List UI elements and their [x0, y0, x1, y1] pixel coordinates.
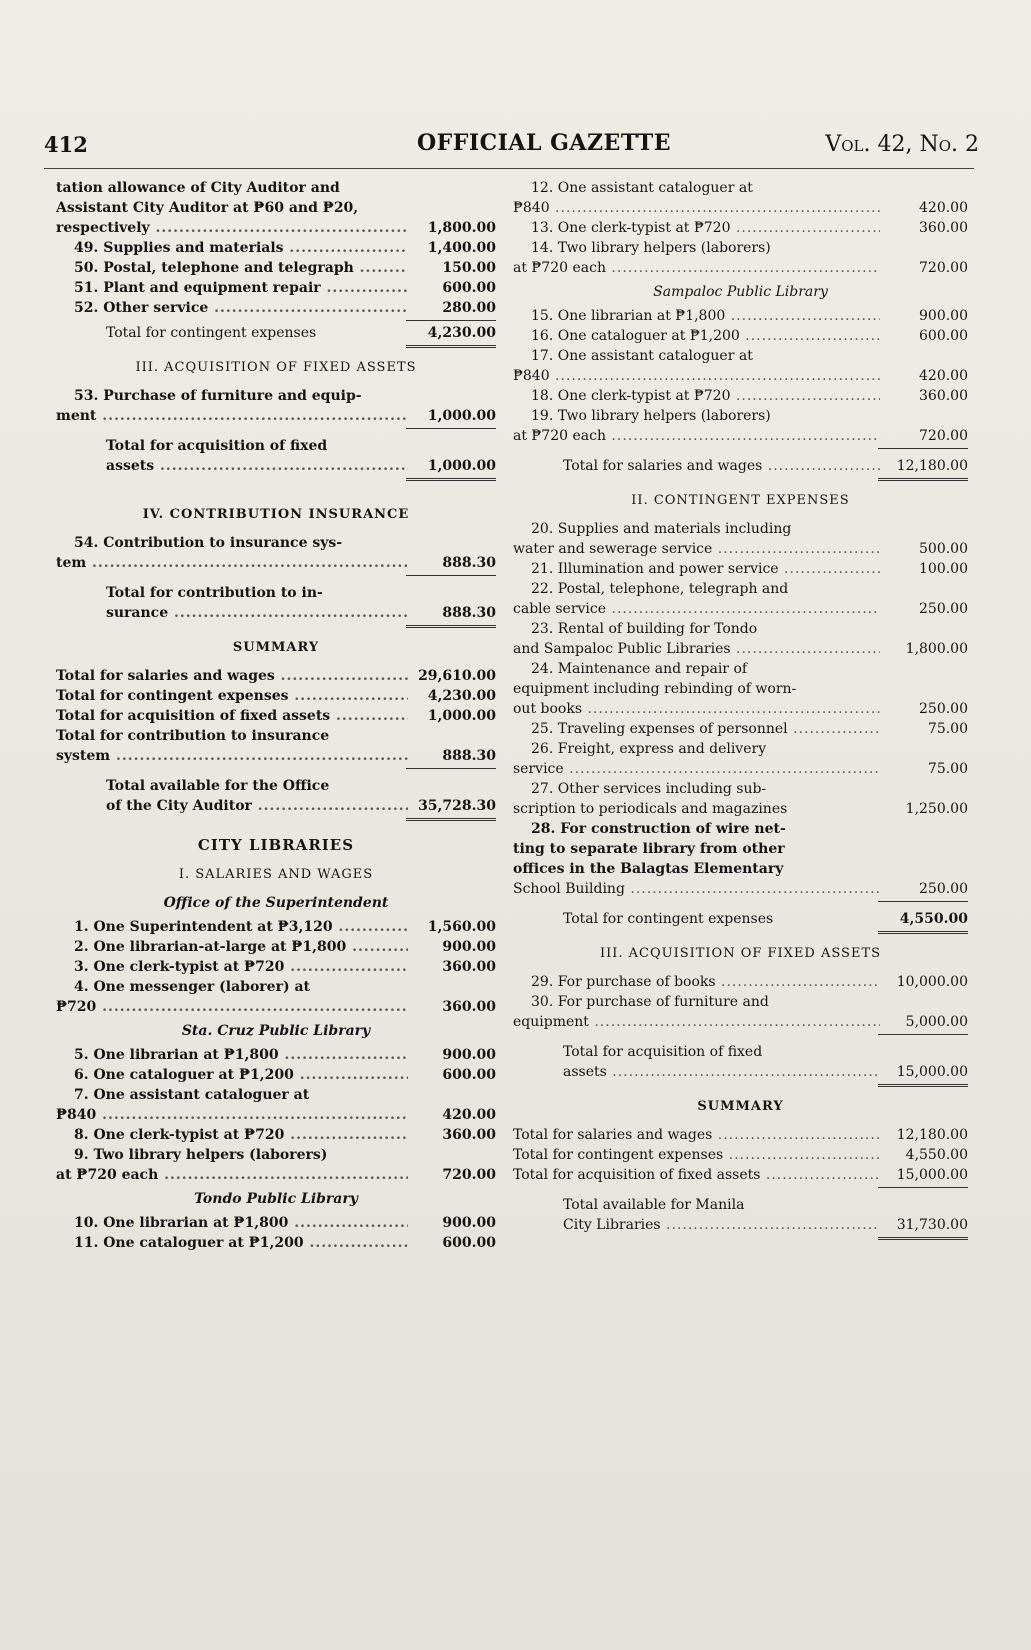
- line-text: 15. One librarian at ₱1,800 .....: [513, 306, 880, 326]
- total-line: [513, 1062, 968, 1082]
- line-text: ₱840 .....: [513, 198, 880, 218]
- budget-line: [56, 1085, 496, 1105]
- line-amount: 4,230.00: [427, 688, 496, 704]
- line-text: equipment including rebinding of worn-: [513, 681, 797, 697]
- line-text: 29. For purchase of books .....: [513, 972, 880, 992]
- budget-line: [513, 819, 968, 839]
- line-text: scription to periodicals and magazines: [513, 801, 788, 817]
- budget-line: [56, 1105, 496, 1125]
- line-text: 54. Contribution to insurance sys-: [74, 535, 343, 551]
- budget-line: [56, 238, 496, 258]
- subsection-heading: Tondo Public Library: [194, 1191, 358, 1207]
- budget-line: [513, 992, 968, 1012]
- budget-line: [513, 1012, 968, 1032]
- budget-line: [513, 258, 968, 278]
- total-line: [56, 796, 496, 816]
- summary-line: [513, 1145, 968, 1165]
- budget-line: [56, 406, 496, 426]
- budget-line: [513, 579, 968, 599]
- line-text: 18. One clerk-typist at ₱720 .....: [513, 386, 880, 406]
- total-line: [513, 1195, 968, 1215]
- sum-rule: [406, 320, 496, 321]
- budget-line: [513, 346, 968, 366]
- budget-line: [513, 779, 968, 799]
- line-amount: 360.00: [442, 1127, 496, 1143]
- line-amount: 900.00: [442, 939, 496, 955]
- budget-line: [513, 699, 968, 719]
- line-text: Assistant City Auditor at ₱60 and ₱20,: [56, 200, 359, 216]
- line-text: at ₱720 each .....: [513, 426, 880, 446]
- double-rule: [878, 931, 968, 934]
- budget-line: [56, 1145, 496, 1165]
- line-text: Total available for Manila: [563, 1197, 745, 1213]
- line-text: Total for contribution to insurance: [56, 728, 330, 744]
- budget-line: [56, 997, 496, 1017]
- section-heading: IV. CONTRIBUTION INSURANCE: [142, 507, 410, 522]
- line-amount: 1,250.00: [905, 801, 968, 817]
- sum-rule: [406, 768, 496, 769]
- line-amount: 420.00: [919, 368, 968, 384]
- line-amount: 250.00: [919, 881, 968, 897]
- line-text: cable service .....: [513, 599, 880, 619]
- line-text: offices in the Balagtas Elementary: [513, 861, 784, 877]
- line-text: 11. One cataloguer at ₱1,200 .....: [56, 1233, 408, 1253]
- line-text: 23. Rental of building for Tondo: [531, 621, 758, 637]
- line-text: tem .....: [56, 553, 408, 573]
- line-text: 51. Plant and equipment repair .....: [56, 278, 408, 298]
- budget-line: [513, 839, 968, 859]
- budget-line: [513, 879, 968, 899]
- budget-line: [513, 859, 968, 879]
- line-text: 9. Two library helpers (laborers): [74, 1147, 328, 1163]
- line-amount: 5,000.00: [905, 1014, 968, 1030]
- line-amount: 360.00: [442, 999, 496, 1015]
- budget-line: [513, 238, 968, 258]
- budget-line: [513, 719, 968, 739]
- sum-rule: [406, 428, 496, 429]
- section-heading: III. ACQUISITION OF FIXED ASSETS: [599, 946, 882, 961]
- budget-line: [513, 326, 968, 346]
- line-text: water and sewerage service .....: [513, 539, 880, 559]
- section-heading: II. CONTINGENT EXPENSES: [631, 493, 850, 508]
- budget-line: [513, 619, 968, 639]
- line-text: surance .....: [56, 603, 408, 623]
- line-amount: 35,728.30: [418, 798, 496, 814]
- budget-line: [513, 366, 968, 386]
- budget-line: [56, 198, 496, 218]
- line-text: out books .....: [513, 699, 880, 719]
- line-text: 53. Purchase of furniture and equip-: [74, 388, 362, 404]
- left-column: [56, 178, 496, 1253]
- line-amount: 1,400.00: [427, 240, 496, 256]
- line-text: 10. One librarian at ₱1,800 .....: [56, 1213, 408, 1233]
- budget-line: [513, 799, 968, 819]
- budget-line: [56, 386, 496, 406]
- line-text: City Libraries .....: [513, 1215, 880, 1235]
- budget-line: [56, 1233, 496, 1253]
- line-text: ₱720 .....: [56, 997, 408, 1017]
- line-amount: 1,800.00: [905, 641, 968, 657]
- double-rule: [878, 478, 968, 481]
- line-text: 2. One librarian-at-large at ₱1,800 .....: [56, 937, 408, 957]
- line-text: 24. Maintenance and repair of: [531, 661, 748, 677]
- summary-line: [56, 746, 496, 766]
- sum-rule: [878, 1187, 968, 1188]
- summary-heading: SUMMARY: [697, 1099, 784, 1114]
- line-text: Total for contingent expenses .....: [513, 1145, 880, 1165]
- line-text: 28. For construction of wire net-: [531, 821, 786, 837]
- total-line: [56, 603, 496, 623]
- line-text: Total for salaries and wages .....: [513, 456, 880, 476]
- sum-rule: [878, 1034, 968, 1035]
- line-text: 4. One messenger (laborer) at: [74, 979, 310, 995]
- line-amount: 12,180.00: [896, 1127, 968, 1143]
- line-amount: 888.30: [442, 605, 496, 621]
- line-text: respectively .....: [56, 218, 408, 238]
- summary-line: [56, 686, 496, 706]
- journal-title: OFFICIAL GAZETTE: [416, 130, 672, 156]
- line-text: Total for acquisition of fixed: [563, 1044, 763, 1060]
- line-text: Total for contingent expenses: [106, 325, 317, 341]
- total-line: [56, 436, 496, 456]
- total-line: [513, 1215, 968, 1235]
- budget-line: [513, 426, 968, 446]
- line-amount: 360.00: [919, 220, 968, 236]
- subsection-heading: Office of the Superintendent: [163, 895, 389, 911]
- line-amount: 250.00: [919, 701, 968, 717]
- line-text: 26. Freight, express and delivery: [531, 741, 767, 757]
- line-amount: 600.00: [442, 280, 496, 296]
- line-text: ₱840 .....: [56, 1105, 408, 1125]
- line-text: ment .....: [56, 406, 408, 426]
- right-column: [513, 178, 968, 1244]
- line-amount: 900.00: [442, 1215, 496, 1231]
- line-text: 21. Illumination and power service .....: [513, 559, 880, 579]
- line-text: 30. For purchase of furniture and: [531, 994, 769, 1010]
- line-text: 12. One assistant cataloguer at: [531, 180, 753, 196]
- line-text: service .....: [513, 759, 880, 779]
- total-line: [56, 456, 496, 476]
- line-amount: 4,550.00: [899, 911, 968, 927]
- budget-line: [56, 1065, 496, 1085]
- line-amount: 1,000.00: [427, 458, 496, 474]
- line-text: 3. One clerk-typist at ₱720 .....: [56, 957, 408, 977]
- budget-line: [513, 406, 968, 426]
- budget-line: [56, 553, 496, 573]
- sum-rule: [878, 901, 968, 902]
- line-amount: 4,550.00: [905, 1147, 968, 1163]
- line-amount: 1,000.00: [427, 408, 496, 424]
- double-rule: [406, 818, 496, 821]
- line-text: 13. One clerk-typist at ₱720 .....: [513, 218, 880, 238]
- line-text: Total for acquisition of fixed: [106, 438, 328, 454]
- budget-line: [56, 1125, 496, 1145]
- summary-heading: SUMMARY: [232, 640, 320, 655]
- line-text: assets .....: [513, 1062, 880, 1082]
- line-text: Total for acquisition of fixed assets .....: [56, 706, 408, 726]
- budget-line: [513, 218, 968, 238]
- line-amount: 250.00: [919, 601, 968, 617]
- subsection-heading: Sta. Cruz Public Library: [181, 1023, 371, 1039]
- budget-line: [56, 957, 496, 977]
- double-rule: [406, 345, 496, 348]
- section-heading: III. ACQUISITION OF FIXED ASSETS: [135, 360, 417, 375]
- budget-line: [56, 937, 496, 957]
- line-amount: 420.00: [919, 200, 968, 216]
- double-rule: [878, 1084, 968, 1087]
- line-amount: 600.00: [919, 328, 968, 344]
- line-text: 14. Two library helpers (laborers): [531, 240, 771, 256]
- sum-rule: [878, 448, 968, 449]
- line-text: Total available for the Office: [106, 778, 330, 794]
- budget-line: [513, 539, 968, 559]
- budget-line: [513, 759, 968, 779]
- budget-line: [513, 178, 968, 198]
- double-rule: [878, 1237, 968, 1240]
- line-amount: 75.00: [927, 721, 968, 737]
- line-text: 5. One librarian at ₱1,800 .....: [56, 1045, 408, 1065]
- page-number: 412: [44, 132, 88, 157]
- line-amount: 15,000.00: [896, 1064, 968, 1080]
- line-amount: 280.00: [442, 300, 496, 316]
- line-amount: 1,000.00: [427, 708, 496, 724]
- total-line: [56, 583, 496, 603]
- budget-line: [56, 278, 496, 298]
- total-line: [513, 456, 968, 476]
- summary-line: [513, 1125, 968, 1145]
- line-text: 8. One clerk-typist at ₱720 .....: [56, 1125, 408, 1145]
- double-rule: [406, 625, 496, 628]
- budget-line: [513, 739, 968, 759]
- line-amount: 500.00: [919, 541, 968, 557]
- budget-line: [513, 679, 968, 699]
- double-rule: [406, 478, 496, 481]
- line-text: 25. Traveling expenses of personnel .....: [513, 719, 880, 739]
- budget-line: [56, 977, 496, 997]
- line-amount: 720.00: [919, 428, 968, 444]
- budget-line: [513, 972, 968, 992]
- line-text: equipment .....: [513, 1012, 880, 1032]
- line-text: School Building .....: [513, 879, 880, 899]
- line-text: system .....: [56, 746, 408, 766]
- budget-line: [513, 639, 968, 659]
- line-text: 6. One cataloguer at ₱1,200 .....: [56, 1065, 408, 1085]
- subsection-heading: Sampaloc Public Library: [653, 284, 828, 300]
- line-text: ting to separate library from other: [513, 841, 785, 857]
- line-amount: 15,000.00: [896, 1167, 968, 1183]
- line-text: ₱840 .....: [513, 366, 880, 386]
- line-text: at ₱720 each .....: [56, 1165, 408, 1185]
- budget-line: [56, 1165, 496, 1185]
- line-amount: 31,730.00: [896, 1217, 968, 1233]
- line-text: 7. One assistant cataloguer at: [74, 1087, 310, 1103]
- budget-line: [56, 1213, 496, 1233]
- city-libraries-heading: CITY LIBRARIES: [197, 836, 355, 854]
- budget-line: [513, 519, 968, 539]
- budget-line: [56, 218, 496, 238]
- budget-line: [513, 659, 968, 679]
- line-text: 27. Other services including sub-: [531, 781, 767, 797]
- summary-line: [56, 666, 496, 686]
- line-text: Total for contingent expenses: [563, 911, 774, 927]
- summary-line: [56, 706, 496, 726]
- budget-line: [56, 298, 496, 318]
- line-amount: 720.00: [442, 1167, 496, 1183]
- line-text: at ₱720 each .....: [513, 258, 880, 278]
- budget-line: [513, 386, 968, 406]
- line-text: Total for salaries and wages .....: [513, 1125, 880, 1145]
- budget-line: [56, 917, 496, 937]
- line-amount: 12,180.00: [896, 458, 968, 474]
- line-text: 19. Two library helpers (laborers): [531, 408, 771, 424]
- line-text: and Sampaloc Public Libraries .....: [513, 639, 880, 659]
- header-rule: [44, 168, 974, 169]
- line-text: Total for contingent expenses .....: [56, 686, 408, 706]
- page-header: [44, 128, 979, 164]
- line-text: Total for contribution to in-: [106, 585, 323, 601]
- line-amount: 900.00: [919, 308, 968, 324]
- line-amount: 150.00: [442, 260, 496, 276]
- budget-line: [56, 178, 496, 198]
- total-line: [56, 323, 496, 343]
- line-text: 22. Postal, telephone, telegraph and: [531, 581, 789, 597]
- budget-line: [513, 306, 968, 326]
- line-amount: 900.00: [442, 1047, 496, 1063]
- line-text: 16. One cataloguer at ₱1,200 .....: [513, 326, 880, 346]
- total-line: [56, 776, 496, 796]
- line-text: 20. Supplies and materials including: [531, 521, 792, 537]
- line-text: 50. Postal, telephone and telegraph .....: [56, 258, 408, 278]
- line-text: 49. Supplies and materials .....: [56, 238, 408, 258]
- line-amount: 75.00: [927, 761, 968, 777]
- budget-line: [56, 1045, 496, 1065]
- section-heading: I. SALARIES AND WAGES: [178, 867, 374, 882]
- budget-line: [513, 599, 968, 619]
- line-amount: 1,800.00: [427, 220, 496, 236]
- line-amount: 888.30: [442, 748, 496, 764]
- line-text: of the City Auditor .....: [56, 796, 408, 816]
- budget-line: [56, 533, 496, 553]
- line-text: 1. One Superintendent at ₱3,120 .....: [56, 917, 408, 937]
- line-text: 17. One assistant cataloguer at: [531, 348, 753, 364]
- summary-line: [513, 1165, 968, 1185]
- line-amount: 720.00: [919, 260, 968, 276]
- line-amount: 360.00: [442, 959, 496, 975]
- total-line: [513, 1042, 968, 1062]
- line-amount: 100.00: [919, 561, 968, 577]
- line-text: assets .....: [56, 456, 408, 476]
- line-amount: 1,560.00: [427, 919, 496, 935]
- line-amount: 420.00: [442, 1107, 496, 1123]
- budget-line: [513, 559, 968, 579]
- line-amount: 29,610.00: [418, 668, 496, 684]
- line-amount: 600.00: [442, 1067, 496, 1083]
- sum-rule: [406, 575, 496, 576]
- budget-line: [513, 198, 968, 218]
- line-amount: 888.30: [442, 555, 496, 571]
- line-text: Total for salaries and wages .....: [56, 666, 408, 686]
- line-amount: 4,230.00: [427, 325, 496, 341]
- line-amount: 10,000.00: [896, 974, 968, 990]
- line-amount: 600.00: [442, 1235, 496, 1251]
- line-amount: 360.00: [919, 388, 968, 404]
- total-line: [513, 909, 968, 929]
- budget-line: [56, 258, 496, 278]
- summary-line: [56, 726, 496, 746]
- line-text: tation allowance of City Auditor and: [56, 180, 340, 196]
- line-text: Total for acquisition of fixed assets .....: [513, 1165, 880, 1185]
- line-text: 52. Other service .....: [56, 298, 408, 318]
- volume-label: Vol. 42, No. 2: [825, 132, 979, 157]
